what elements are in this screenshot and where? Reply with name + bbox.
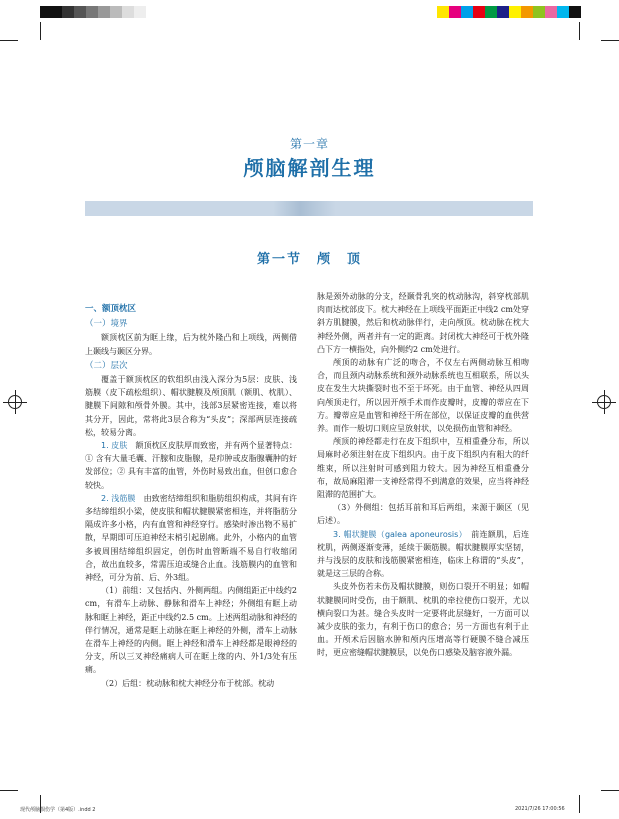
term-superficial-fascia: 2. 浅筋膜 xyxy=(101,493,136,503)
footer-timestamp: 2021/7/26 17:00:56 xyxy=(515,806,565,812)
paragraph-fascia xyxy=(85,492,297,584)
subheading-layers: （二）层次 xyxy=(85,360,128,371)
chapter-title: 颅脑解剖生理 xyxy=(243,156,376,180)
subheading-boundary: （一）境界 xyxy=(85,319,128,330)
paragraph: 覆盖于额顶枕区的软组织由浅入深分为5层：皮肤、浅筋膜（皮下疏松组织）、帽状腱膜及颅顶肌（额肌、枕肌）、腱膜下间隙和颅骨外膜。其中，浅部3层紧密连接，难以将其分开，因此，常将此3层合称为“头皮”；深部两层连接疏松，较易分离。 xyxy=(85,375,297,437)
crop-mark xyxy=(601,790,619,791)
paragraph: 脉是颈外动脉的分支，经颞骨乳突的枕动脉沟，斜穿枕部肌肉而达枕部皮下。枕大神经在上项线平面距正中线2 cm处穿斜方肌腱膜，然后和枕动脉伴行，走向颅顶。枕动脉在枕大神经外侧，两者并有一定的距离。封闭枕大神经可于枕外隆凸下方一横指处，向外侧约2 cm处进行。 xyxy=(317,292,529,354)
paragraph-text: 由致密结缔组织和脂肪组织构成，其间有许多结缔组织小梁，使皮肤和帽状腱膜紧密相连，并将脂肪分隔成许多小格，内有血管和神经穿行。感染时渗出物不易扩散，早期即可压迫神经末梢引起剧痛。此外，小格内的血管多被周围结缔组织固定，创伤时血管断端不易自行收缩闭合，故出血较多，常需压迫或缝合止血。浅筋膜内的血管和神经，可分为前、后、外3组。 xyxy=(85,493,298,583)
section-title: 第一节 颅 顶 xyxy=(256,252,362,267)
paragraph: 头皮外伤若未伤及帽状腱膜，则伤口裂开不明显；如帽状腱膜同时受伤，由于额肌、枕肌的牵拉使伤口裂开，尤以横向裂口为甚。缝合头皮时一定要将此层缝好，一方面可以减少皮肤的张力，有利于伤口的愈合；另一方面也有利于止血。开颅术后因脑水肿和颅内压增高等行硬膜不缝合减压时，更应密缝帽状腱膜层，以免伤口感染及脑容液外漏。 xyxy=(317,582,529,658)
registration-mark xyxy=(597,395,611,409)
paragraph: 颅顶的动脉有广泛的吻合，不仅左右两侧动脉互相吻合，而且颈内动脉系统和颈外动脉系统也互相联系，所以头皮在发生大块撕裂时也不至于坏死。由于血管、神经从四周向颅顶走行，所以因开颅手术而作皮瓣时，皮瓣的蒂应在下方。瓣蒂应是血管和神经干所在部位，以保证皮瓣的血供营养。而作一般切口则应呈放射状，以免损伤血管和神经。 xyxy=(317,358,529,434)
crop-mark xyxy=(579,22,580,40)
left-column xyxy=(85,290,297,690)
term-skin: 1. 皮肤 xyxy=(101,441,128,451)
paragraph-galea xyxy=(317,528,529,581)
chapter-label: 第一章 xyxy=(289,137,329,151)
paragraph-skin xyxy=(85,439,297,492)
paragraph: 颅顶的神经都走行在皮下组织中，互相重叠分布，所以局麻时必须注射在皮下组织内。由于皮下组织内有粗大的纤维束，所以注射时可感到阻力较大。因为神经互相重叠分布，故局麻阻滞一支神经常得不到满意的效果，应当将神经阻滞的范围扩大。 xyxy=(317,437,529,500)
footer-file-slug: 现代颅脑损伤学（第4版）.indd 2 xyxy=(20,807,96,813)
paragraph: （1）前组：又包括内、外侧两组。内侧组距正中线约2 cm，有滑车上动脉、静脉和滑车上神经；外侧组有眶上动脉和眶上神经，距正中线约2.5 cm。上述两组动脉和神经的伴行情况，通常是眶上动脉在眶上神经的外侧，滑车上动脉在滑车上神经的内侧。眶上神经和滑车上神经都是眼神经的分支，所以三叉神经痛病人可在眶上缘的内、外1/3处有压痛。 xyxy=(85,586,297,675)
term-galea: 3. 帽状腱膜 xyxy=(333,529,377,539)
term-galea-latin: （galea aponeurosis） xyxy=(376,529,463,539)
chapter-divider-band xyxy=(85,201,533,216)
crop-mark xyxy=(601,40,619,41)
crop-mark xyxy=(0,40,18,41)
heading-region: 一、额顶枕区 xyxy=(85,304,137,314)
crop-mark xyxy=(0,790,18,791)
crop-mark xyxy=(40,22,41,40)
paragraph-text: 前连额肌，后连枕肌，两侧逐渐变薄，延续于颞筋膜。帽状腱膜厚实坚韧，并与浅层的皮肤和浅筋膜紧密相连，临床上称谓的“头皮”，就是这三层的合称。 xyxy=(317,529,529,579)
crop-mark xyxy=(579,795,580,813)
paragraph-text: 额顶枕区皮肤厚而致密，并有两个显著特点：① 含有大量毛囊、汗腺和皮脂腺，是疖肿或皮脂腺囊肿的好发部位；② 具有丰富的血管，外伤时易致出血，但创口愈合较快。 xyxy=(85,441,298,490)
paragraph: （2）后组：枕动脉和枕大神经分布于枕部。枕动 xyxy=(101,678,275,688)
paragraph: （3）外侧组：包括耳前和耳后两组，来源于颞区（见后述）。 xyxy=(317,503,529,526)
registration-mark xyxy=(8,395,22,409)
right-column xyxy=(317,290,529,660)
color-bar xyxy=(0,0,619,24)
paragraph: 额顶枕区前为眶上缘，后为枕外隆凸和上项线，两侧借上颞线与颞区分界。 xyxy=(85,333,297,356)
